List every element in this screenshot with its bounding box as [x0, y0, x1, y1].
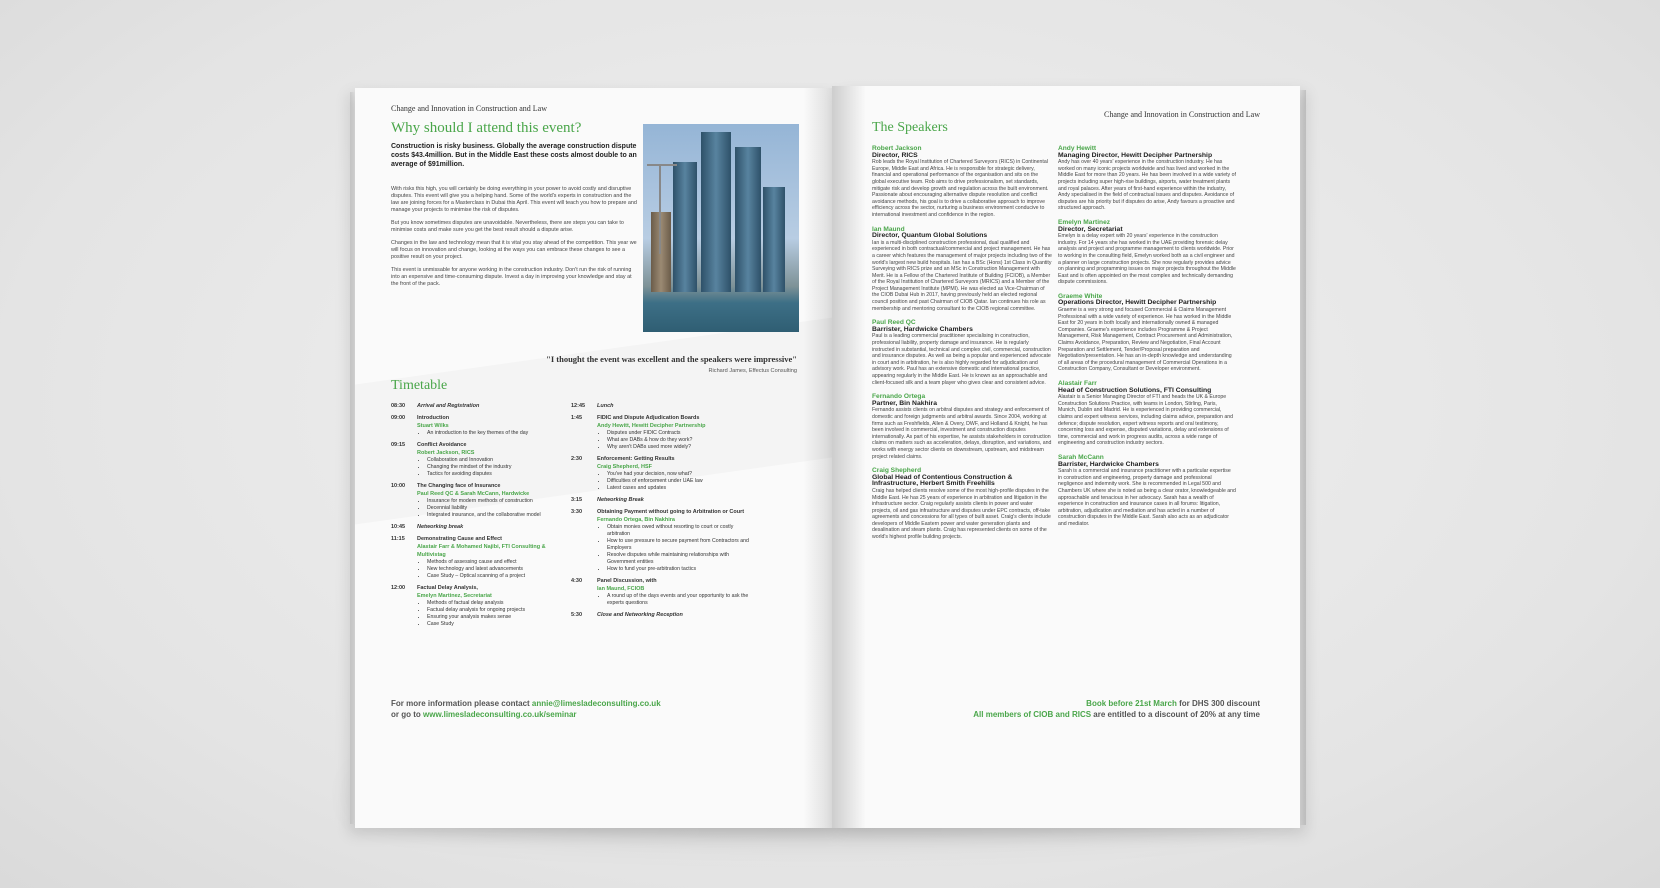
session-details — [597, 414, 749, 451]
speaker-profile — [1058, 294, 1236, 373]
session-topic: • Insurance for modern methods of construction — [427, 498, 567, 505]
speaker-role: Global Head of Contentious Construction & Infrastructure, Herbert Smith Freehills — [872, 473, 1013, 488]
timetable-column-right — [571, 402, 749, 623]
session-details — [417, 441, 567, 478]
discount-footer — [973, 698, 1260, 720]
timetable-session — [391, 523, 567, 531]
right-page-header: Change and Innovation in Construction and Law — [1104, 110, 1260, 119]
session-topic: • Difficulties of enforcement under UAE law — [607, 478, 749, 485]
speakers-column-1 — [872, 146, 1052, 549]
speaker-profile — [872, 146, 1052, 219]
session-topic: • New technology and latest advancements — [427, 566, 567, 573]
intro-paragraph: Changes in the law and technology mean that it is vital you stay ahead of the competition. This year we will focus on innovation and change, looking at the ways you can embrace these changes to see a positive result on your project. — [391, 240, 637, 260]
session-topic: • How to use pressure to secure payment from Contractors and Employers — [607, 538, 749, 552]
contact-email-link[interactable]: annie@limesladeconsulting.co.uk — [531, 699, 661, 708]
member-discount-detail: are entitled to a discount of 20% at any time — [1091, 710, 1260, 719]
session-topic: • An introduction to the key themes of the day — [427, 430, 567, 437]
session-title: Enforcement: Getting Results — [597, 456, 675, 462]
session-time: 08:30 — [391, 403, 406, 409]
speaker-role: Barrister, Hardwicke Chambers — [1058, 460, 1159, 468]
speaker-bio: Craig has helped clients resolve some of the most high-profile disputes in the Middle East. He has 25 years of experience in arbitration and litigation in the infrastructure sector. Craig regularly assists clients in power and water projects, oil and gas infrastructure and disputes under EPC contracts, off-take agreements and concessions for all types of built asset. Craig's clients include developers of Middle Eastern power and water generation plants and desalination and steam plants. Craig has represented clients on some of the world's highest profile building projects. — [872, 487, 1051, 541]
session-topic: • Factual delay analysis for ongoing projects — [427, 607, 567, 614]
timetable-session — [571, 414, 749, 451]
intro-paragraph: With risks this high, you will certainly be doing everything in your power to avoid costly and disruptive disputes. This event will give you a helping hand. Some of the world's experts in construction and the law are joining forces for a Masterclass in Dubai this April. This event will teach you how to prepare and manage your projects to minimise the risk of disputes. — [391, 186, 637, 213]
photo-crane-arm — [647, 164, 677, 166]
timetable-session — [391, 584, 567, 628]
session-details — [597, 402, 749, 410]
session-title: The Changing face of Insurance — [417, 483, 501, 489]
timetable-session — [391, 482, 567, 519]
speaker-name: Fernando Ortega — [872, 393, 926, 401]
session-time: 2:30 — [571, 456, 583, 462]
timetable-session — [571, 496, 749, 504]
photo-tower — [673, 162, 697, 292]
session-topic: • Ensuring your analysis makes sense — [427, 614, 567, 621]
speaker-role: Barrister, Hardwicke Chambers — [872, 325, 973, 333]
session-topic: • Latest cases and updates — [607, 485, 749, 492]
session-topic: • Case Study — [427, 621, 567, 628]
timetable-session — [391, 535, 567, 580]
why-attend-title: Why should I attend this event? — [391, 120, 582, 136]
right-page — [832, 86, 1300, 828]
speaker-name: Paul Reed QC — [872, 319, 916, 327]
session-topic: • Disputes under FIDIC Contracts — [607, 430, 749, 437]
testimonial — [535, 354, 797, 374]
session-topics — [417, 600, 567, 628]
session-topic: • Decennial liability — [427, 505, 567, 512]
session-topics — [597, 471, 749, 492]
session-details — [417, 584, 567, 628]
speaker-name: Sarah McCann — [1058, 453, 1104, 461]
session-title: Lunch — [597, 403, 614, 409]
speakers-column-2 — [1058, 146, 1236, 535]
speaker-name: Alastair Farr — [1058, 380, 1097, 387]
session-topic: • A round up of the days events and your opportunity to ask the experts questions — [607, 593, 749, 607]
speaker-bio: Alastair is a Senior Managing Director of FTI and heads the UK & Europe Construction Solutions Practice, with teams in London, Stirling, Paris, Munich, Dublin and Madrid. He is experienced in providing commercial, claims and expert witness services, including claims advice, preparation and defence; dispute resolution, expert witness reports and oral testimony, concerning loss and expense, disputed variations, delay and extensions of time, commercial and work in progress audits, across a wide range of engineering and construction industry sectors. — [1058, 394, 1234, 447]
session-speaker: Alastair Farr & Mohamed Najibi, FTI Consulting & Multivistag — [417, 544, 546, 558]
quote-text: "I thought the event was excellent and the speakers were impressive" — [546, 354, 797, 364]
speaker-role: Managing Director, Hewitt Decipher Partnership — [1058, 151, 1213, 159]
speaker-bio: Graeme is a very strong and focused Commercial & Claims Management Professional with a wide variety of experience. He has worked in the Middle East for 20 years in both locally and internationally owned & managed Companies. Graeme's experience includes Programme & Project Management, Risk Management, Contract Procurement and Administration, Claims Avoidance, Preparation, Review and Negotiation, Final Account Preparation and Settlement, Tender/Proposal preparation and Negotiation/presentation. He has an in-depth knowledge and understanding of all areas of the procedural management of Commercial Operations in a Construction Company, Consultant or Developer environment. — [1058, 307, 1233, 373]
session-topic: • You've had your decision, now what? — [607, 471, 749, 478]
session-speaker: Stuart Wilks — [417, 423, 449, 429]
session-speaker: Andy Hewitt, Hewitt Decipher Partnership — [597, 423, 706, 429]
speaker-bio: Rob leads the Royal Institution of Chartered Surveyors (RICS) in Continental Europe, Middle East and Africa. He is responsible for strategic delivery, financial and operational performance of the organisation and sits on the global executive team. Rob aims to drive professionalism, set standards, mitigate risk and develop growth and regulation across the built environment. Passionate about encouraging alternative dispute resolution and conflict avoidance methods, his goal is to drive a collaborative approach to improve efficiency across the sector, nurturing a business environment conducive to international investment and confidence in the region. — [872, 159, 1049, 218]
speaker-profile — [872, 468, 1052, 541]
speaker-profile — [872, 394, 1052, 460]
session-topics — [597, 524, 749, 573]
session-topics — [597, 593, 749, 607]
session-title: Arrival and Registration — [417, 403, 480, 409]
speaker-bio: Paul is a leading commercial practitioner specialising in construction, professional liability, property damage and insurance. He is regularly instructed in substantial, technical and complex civil, commercial, construction and insurance disputes. As well as being a popular and experienced advocate in court and in arbitration, he is also highly regarded for adjudication and advisory work. Paul has an extensive domestic and international practice, appearing regularly in the Middle East. He is known as an approachable and client-focused silk and a team player who gives clear and consistent advice. — [872, 333, 1051, 386]
session-topic: • Resolve disputes while maintaining relationships with Government entities — [607, 552, 749, 566]
session-title: Close and Networking Reception — [597, 612, 683, 618]
session-title: Introduction — [417, 415, 450, 421]
session-details — [417, 523, 567, 531]
website-link[interactable]: www.limesladeconsulting.co.uk/seminar — [423, 710, 577, 719]
speakers-title: The Speakers — [872, 120, 948, 135]
session-details — [597, 611, 749, 619]
session-topic: • What are DABs & how do they work? — [607, 437, 749, 444]
speaker-bio: Sarah is a commercial and insurance practitioner with a particular expertise in construction and engineering, property damage and professional negligence and indemnity work. She is recommended in Legal 500 and Chambers UK where she is noted as being a clear orator, knowledgeable and approachable and tenacious in her advocacy. Sarah has a wealth of experience in construction and insurance cases in all forums: litigation, arbitration, adjudication and mediation and has acted in a number of construction disputes in the Middle East. Sarah also acts as an adjudicator and mediator. — [1058, 468, 1236, 527]
towers-photo — [643, 124, 799, 332]
speaker-name: Andy Hewitt — [1058, 145, 1097, 152]
right-gutter-shade — [832, 86, 866, 828]
session-details — [597, 455, 749, 492]
timetable-session — [571, 508, 749, 573]
session-topic: • How to fund your pre-arbitration tactics — [607, 566, 749, 573]
session-topic: • Obtain monies owed without resorting to court or costly arbitration — [607, 524, 749, 538]
session-title: Factual Delay Analysis, — [417, 585, 478, 591]
session-topic: • Tactics for avoiding disputes — [427, 471, 567, 478]
speaker-bio: Fernando assists clients on arbitral disputes and strategy and enforcement of domestic and foreign judgments and arbitral awards. Since 2004, working at firms such as Freshfields, Allen & Overy, DWF, and Holland & Knight, he has been involved in commercial, investment and construction disputes internationally. As part of his expertise, he assists stakeholders in construction claims on matters such as acceleration, delays, disruption, and variations, and works with energy sector clients on downstream, upstream, and midstream project related claims. — [872, 407, 1052, 460]
intro-body — [391, 186, 637, 294]
speaker-profile — [1058, 146, 1236, 212]
session-time: 09:15 — [391, 442, 406, 448]
photo-tower — [701, 132, 731, 292]
early-booking-discount: for DHS 300 discount — [1176, 699, 1260, 708]
speaker-role: Director, Secretariat — [1058, 225, 1123, 233]
timetable-session — [571, 402, 749, 410]
speaker-profile — [872, 227, 1052, 313]
session-time: 10:45 — [391, 524, 406, 530]
session-speaker: Ian Maund, FCIOB — [597, 586, 645, 592]
timetable-session — [571, 611, 749, 619]
session-title: Demonstrating Cause and Effect — [417, 536, 502, 542]
photo-tower — [763, 187, 785, 292]
session-details — [597, 496, 749, 504]
session-topics — [597, 430, 749, 451]
speaker-bio: Emelyn is a delay expert with 20 years' experience in the construction industry. For 14 years she has worked in the UAE providing forensic delay analysis and project and programme management to clients worldwide. Prior to working in the consulting field, Emelyn worked both as a civil engineer and a planner on large construction projects. She now regularly provides advice on planning and programming issues on major projects throughout the Middle East and is often appointed on the most complex and technically demanding dispute commissions. — [1058, 233, 1236, 286]
session-time: 5:30 — [571, 612, 583, 618]
session-title: Networking Break — [597, 497, 644, 503]
left-page — [355, 88, 843, 828]
session-topics — [417, 498, 567, 519]
speaker-name: Graeme White — [1058, 292, 1103, 300]
session-time: 09:00 — [391, 415, 406, 421]
session-topic: • Changing the mindset of the industry — [427, 464, 567, 471]
early-booking-text: Book before 21st March — [1086, 699, 1177, 708]
speaker-profile — [1058, 381, 1236, 447]
session-details — [417, 482, 567, 519]
quote-author: Richard James, Effectus Consulting — [708, 368, 797, 374]
speaker-name: Robert Jackson — [872, 145, 922, 152]
session-time: 12:45 — [571, 403, 586, 409]
session-speaker: Craig Shepherd, HSF — [597, 464, 653, 470]
intro-paragraph: This event is unmissable for anyone working in the construction industry. Don't run the risk of running into an expensive and time-consuming dispute. Invest a day in improving your knowledge and stay at the front of the pack. — [391, 267, 632, 287]
session-topic: • Why aren't DABs used more widely? — [607, 444, 749, 451]
speaker-role: Operations Director, Hewitt Decipher Partnership — [1058, 299, 1217, 307]
intro-lead: Construction is risky business. Globally the average construction dispute costs $43.4million. But in the Middle East these costs almost double to an average of $91million. — [391, 143, 637, 168]
session-title: Conflict Avoidance — [417, 442, 467, 448]
photo-crane — [659, 164, 661, 254]
speaker-bio: Ian is a multi-disciplined construction professional, dual qualified and experienced in both contractual/commercial and project management. He has a career which features the management of major projects including two of the world's largest new build hospitals. Ian has a BSc (Hons) 1st Class in Quantity Surveying with RICS prize and an MSc in Construction Management with Merit. He is a Fellow of the Chartered Institute of Building (FCIOB), a Member of the Royal Institution of Chartered Surveyors (MRICS) and a Member of the Project Management Institute (MPMI). He was elected as Vice-Chairman of the CIOB Dubai Hub in 2017, having previously held an elected regional council position and past Chairman of CIOB Qatar. Ian continues his role as membership and mentoring consultant to the CIOB regional committee. — [872, 239, 1052, 312]
session-topic: • Collaboration and Innovation — [427, 457, 567, 464]
timetable-column-left — [391, 402, 567, 632]
speaker-role: Director, RICS — [872, 151, 918, 159]
session-time: 3:30 — [571, 509, 583, 515]
timetable-session — [571, 577, 749, 607]
speaker-profile — [872, 320, 1052, 386]
contact-footer — [391, 698, 661, 720]
session-topics — [417, 430, 567, 437]
session-details — [597, 577, 749, 607]
speaker-name: Emelyn Martinez — [1058, 218, 1111, 226]
session-topics — [417, 559, 567, 580]
session-topic: • Methods of factual delay analysis — [427, 600, 567, 607]
session-speaker: Paul Reed QC & Sarah McCann, Hardwicke — [417, 491, 530, 497]
timetable-session — [391, 402, 567, 410]
timetable-session — [391, 414, 567, 437]
session-topic: • Integrated insurance, and the collaborative model — [427, 512, 567, 519]
speaker-profile — [1058, 220, 1236, 286]
intro-paragraph: But you know sometimes disputes are unavoidable. Nevertheless, there are steps you can take to minimise costs and make sure you get the best result should a dispute arise. — [391, 220, 624, 233]
session-topic: • Methods of assessing cause and effect — [427, 559, 567, 566]
timetable-session — [391, 441, 567, 478]
timetable-session — [571, 455, 749, 492]
contact-prefix: For more information please contact — [391, 699, 532, 708]
session-title: Panel Discussion, with — [597, 578, 657, 584]
session-topic: • Case Study – Optical scanning of a project — [427, 573, 567, 580]
speaker-name: Craig Shepherd — [872, 467, 922, 475]
session-details — [597, 508, 749, 573]
website-prefix: or go to — [391, 710, 423, 719]
session-details — [417, 402, 567, 410]
timetable-title: Timetable — [391, 378, 448, 393]
session-details — [417, 535, 567, 580]
photo-building — [651, 212, 671, 292]
session-title: Networking break — [417, 524, 464, 530]
session-title: Obtaining Payment without going to Arbitration or Court — [597, 509, 745, 515]
speaker-role: Director, Quantum Global Solutions — [872, 232, 988, 240]
session-time: 10:00 — [391, 483, 406, 489]
left-page-header: Change and Innovation in Construction and Law — [391, 104, 547, 113]
speaker-role: Head of Construction Solutions, FTI Consulting — [1058, 386, 1212, 394]
session-topics — [417, 457, 567, 478]
session-speaker: Emelyn Martinez, Secretariat — [417, 593, 492, 599]
speaker-bio: Andy has over 40 years' experience in the construction industry. He has worked on many iconic projects worldwide and has lived and worked in the Middle East for more than 20 years. He has been involved in a wide variety of projects including super high-rise buildings, airports, water treatment plants and royal palaces. After years of first-hand experience within the industry, Andy specialised in the field of contractual issues and disputes. Avoidance of disputes are his priority but if disputes do arise, Andy favours a proactive and structured approach. — [1058, 159, 1236, 212]
session-time: 11:15 — [391, 536, 405, 542]
session-title: FIDIC and Dispute Adjudication Boards — [597, 415, 700, 421]
photo-tower — [735, 147, 761, 292]
session-speaker: Robert Jackson, RICS — [417, 450, 475, 456]
session-time: 1:45 — [571, 415, 583, 421]
session-speaker: Fernando Ortega, Bin Nakhira — [597, 517, 675, 523]
session-details — [417, 414, 567, 437]
session-time: 4:30 — [571, 578, 583, 584]
speaker-role: Partner, Bin Nakhira — [872, 399, 937, 407]
speaker-name: Ian Maund — [872, 225, 905, 233]
member-discount-text: All members of CIOB and RICS — [973, 710, 1092, 719]
speaker-profile — [1058, 455, 1236, 528]
session-time: 3:15 — [571, 497, 583, 503]
session-time: 12:00 — [391, 585, 406, 591]
